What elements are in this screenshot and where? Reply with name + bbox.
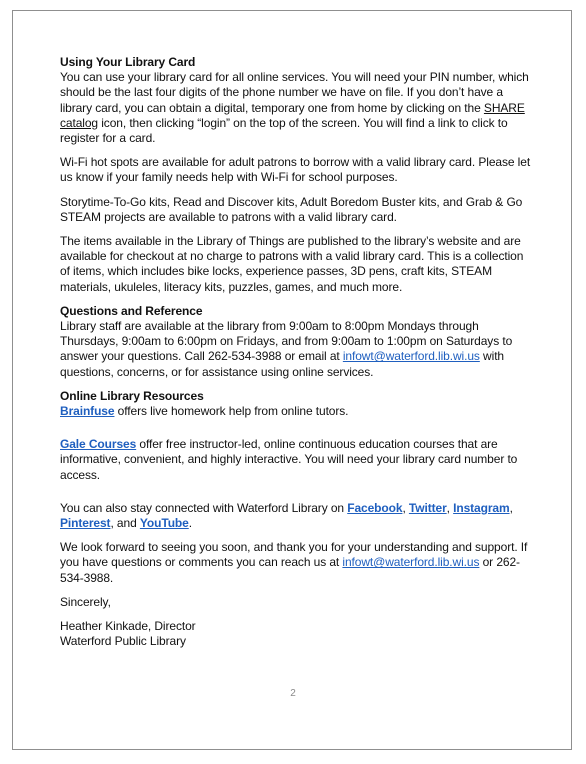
youtube-link[interactable]: YouTube [139, 516, 189, 531]
brainfuse-link[interactable]: Brainfuse [60, 404, 115, 419]
library-of-things-paragraph: The items available in the Library of Things are published to the library’s website and are available for checkout at no charge to patrons with a valid library card. This is a collection of items, which includes bike locks, experience passes, 3D pens, craft kits, STEAM materials, ukuleles, literacy kits, puzzles, games, and much more. [60, 234, 524, 294]
pinterest-link[interactable]: Pinterest [60, 516, 111, 531]
section-heading-library-card: Using Your Library Card [60, 55, 196, 69]
kits-paragraph: Storytime-To-Go kits, Read and Discover kits, Adult Boredom Buster kits, and Grab & Go STEAM projects are available to patrons with a valid library card. [60, 194, 523, 224]
social-section [60, 501, 534, 531]
letter-body [60, 55, 534, 659]
social-paragraph: You can also stay connected with Waterford Library on Facebook, Twitter, Instagram, Pinterest, and YouTube. [60, 500, 513, 531]
sign-off-section [60, 595, 534, 610]
signature-block [60, 619, 534, 649]
document-page [12, 10, 572, 750]
brainfuse-paragraph: Brainfuse offers live homework help from online tutors. [60, 404, 349, 419]
section-heading-online-resources: Online Library Resources [60, 388, 204, 403]
sincerely-text: Sincerely, [60, 594, 111, 609]
email-link[interactable]: infowt@waterford.lib.wi.us [342, 555, 480, 570]
questions-section [60, 304, 534, 380]
facebook-link[interactable]: Facebook [347, 500, 403, 515]
wifi-section [60, 155, 534, 185]
closing-section [60, 540, 534, 586]
gale-courses-link[interactable]: Gale Courses [60, 437, 137, 452]
wifi-paragraph: Wi-Fi hot spots are available for adult patrons to borrow with a valid library card. Please let us know if your family needs help with Wi-Fi for school purposes. [60, 155, 531, 185]
section-heading-questions: Questions and Reference [60, 303, 203, 318]
online-resources-section [60, 389, 534, 483]
library-card-section [60, 55, 534, 146]
spacer [60, 492, 534, 501]
gale-paragraph: Gale Courses offer free instructor-led, online continuous education courses that are informative, convenient, and highly interactive. You will need your library card number to access. [60, 437, 518, 482]
instagram-link[interactable]: Instagram [453, 500, 510, 515]
signer-name: Heather Kinkade, Director [60, 619, 196, 634]
page-number: 2 [290, 688, 296, 699]
email-link[interactable]: infowt@waterford.lib.wi.us [342, 349, 480, 364]
kits-section [60, 195, 534, 225]
twitter-link[interactable]: Twitter [408, 500, 447, 515]
questions-paragraph: Library staff are available at the library from 9:00am to 8:00pm Mondays through Thursdays, 9:00am to 6:00pm on Fridays, and from 9:00am to 1:00pm on Saturdays to answer your questions. Call 262-534-3988 or email at infowt@waterford.lib.wi.us with questions, concerns, or for assistance using online services. [60, 319, 513, 379]
signer-organization: Waterford Public Library [60, 634, 186, 649]
share-catalog-link[interactable]: SHARE catalog [60, 100, 525, 130]
library-of-things-section [60, 234, 534, 295]
library-card-paragraph: You can use your library card for all online services. You will need your PIN number, which should be the last four digits of the phone number we have on file. If you don’t have a library card, you can obtain a digital, temporary one from home by clicking on the SHARE catalog icon, then clicking “login” on the top of the screen. You will find a link to click to register for a card. [60, 70, 529, 146]
closing-paragraph: We look forward to seeing you soon, and thank you for your understanding and support. If you have questions or comments you can reach us at infowt@waterford.lib.wi.us or 262-534-3988. [60, 540, 528, 585]
spacer [60, 419, 534, 428]
spacer [60, 428, 534, 437]
